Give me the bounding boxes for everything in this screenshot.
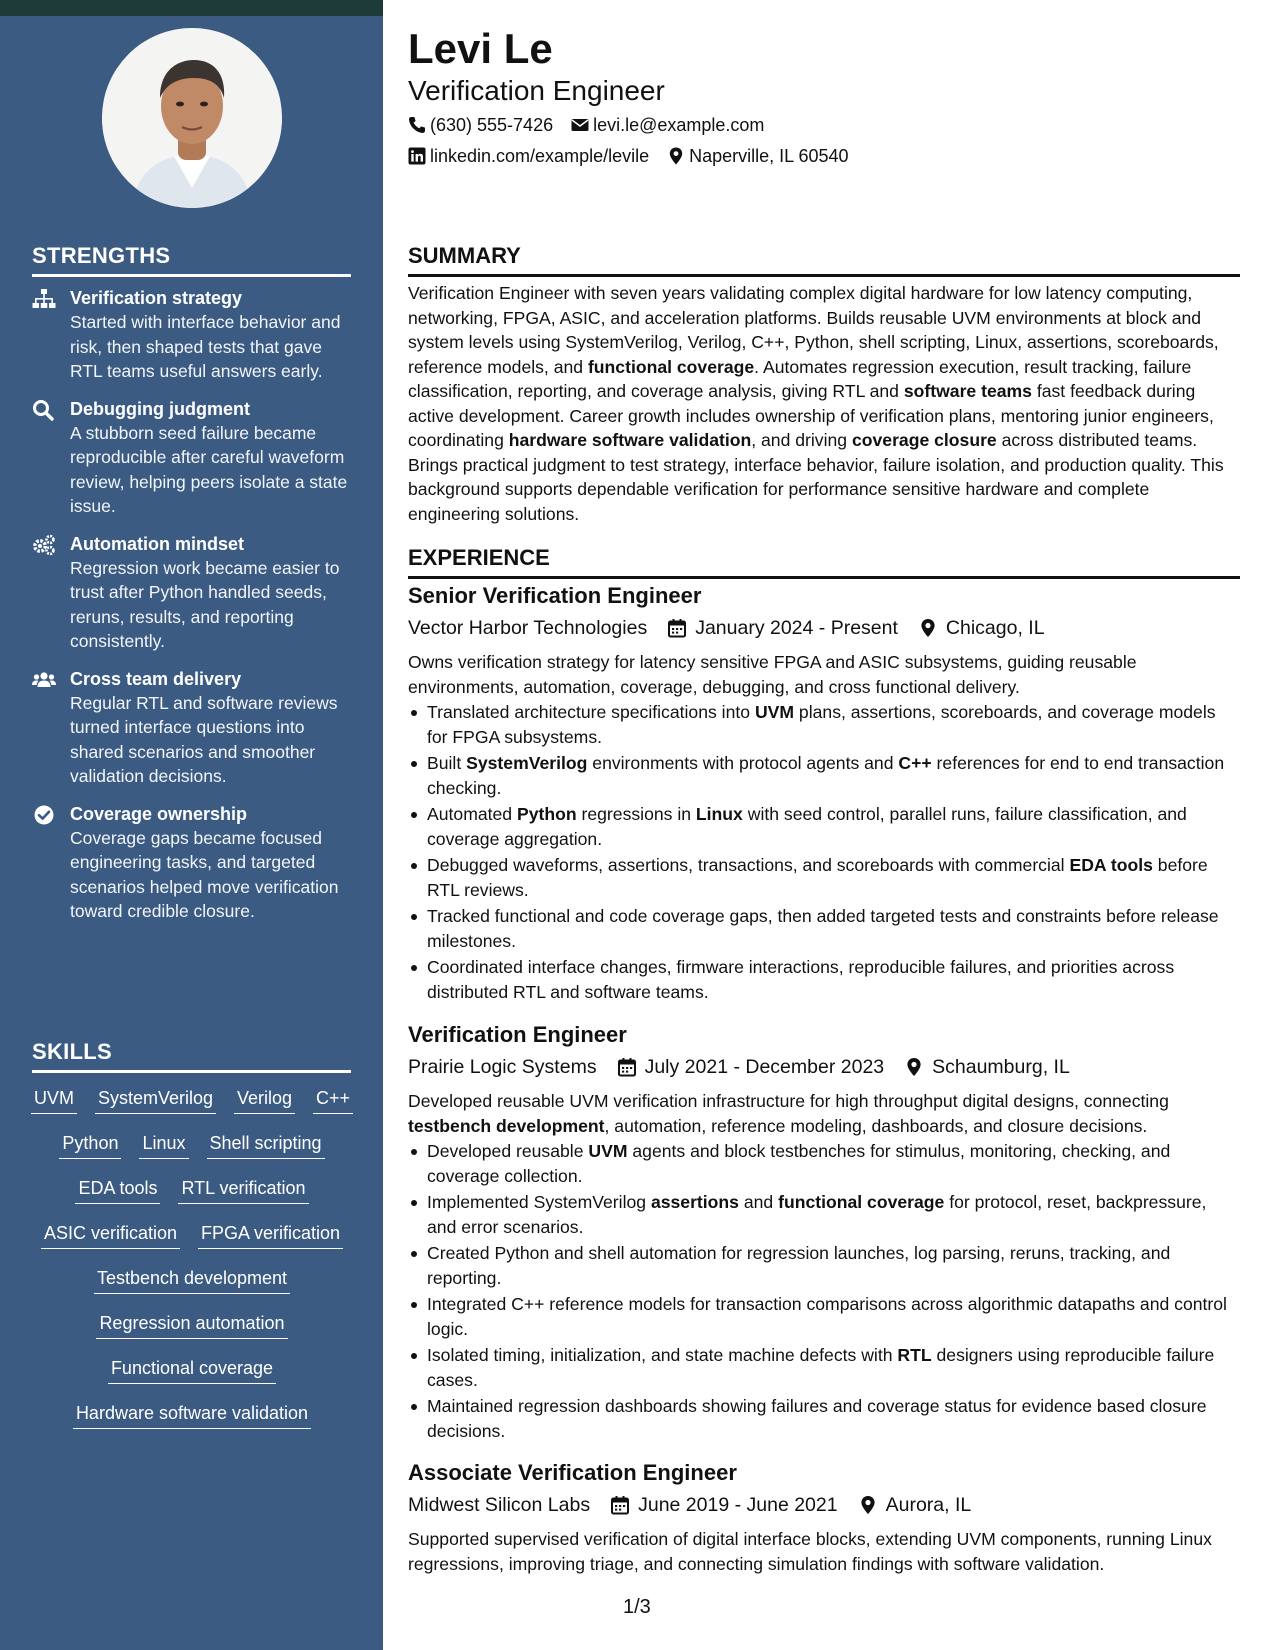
text-run: Debugged waveforms, assertions, transactions, and scoreboards with commercial <box>427 855 1070 875</box>
bold-text: assertions <box>650 1192 739 1212</box>
bullet-item <box>408 904 1240 953</box>
sidebar-top-bar <box>0 0 383 16</box>
contact-row <box>408 114 782 136</box>
bullet-item <box>408 1343 1240 1392</box>
text-run: Owns verification strategy for latency sensitive FPGA and ASIC subsystems, guiding reusable environments, automation, coverage, debugging, and cross functional delivery. <box>408 652 1137 697</box>
strength-item <box>32 286 352 384</box>
skill-tag: Hardware software validation <box>73 1401 311 1429</box>
calendar-icon <box>617 1057 637 1077</box>
text-run: Supported supervised verification of digital interface blocks, extending UVM components, running Linux regressions, improving triage, and connecting simulation findings with software validation. <box>408 1529 1212 1574</box>
skill-tag: EDA tools <box>75 1176 160 1204</box>
skill-row <box>32 1311 352 1356</box>
skill-row <box>32 1131 352 1176</box>
users-icon <box>32 667 70 789</box>
bold-text: Python <box>516 804 577 824</box>
bullet-item <box>408 1292 1240 1341</box>
strengths-list <box>32 286 352 937</box>
strength-title: Debugging judgment <box>70 398 250 419</box>
text-run: Developed reusable UVM verification infrastructure for high throughput digital designs, connecting <box>408 1091 1169 1111</box>
skills-list <box>32 1086 352 1446</box>
strengths-heading: STRENGTHS <box>32 243 351 277</box>
skill-row <box>32 1176 352 1221</box>
job-dates: January 2024 - Present <box>695 617 898 639</box>
job-company: Midwest Silicon Labs <box>408 1494 591 1516</box>
skill-row <box>32 1266 352 1311</box>
strength-description: Coverage gaps became focused engineering tasks, and targeted scenarios helped move verification toward credible closure. <box>70 827 339 921</box>
job-meta <box>408 615 1045 641</box>
skill-tag: Python <box>59 1131 121 1159</box>
skill-tag: Functional coverage <box>108 1356 276 1384</box>
phone-text: (630) 555-7426 <box>430 115 554 135</box>
map-marker-icon <box>904 1057 924 1077</box>
text-run: , and driving <box>751 430 852 450</box>
text-run: environments with protocol agents and <box>587 753 899 773</box>
bold-text: testbench development <box>408 1115 605 1136</box>
job-meta <box>408 1054 1070 1080</box>
gears-icon <box>32 532 70 654</box>
bullet-item <box>408 1139 1240 1188</box>
map-marker-icon <box>667 147 685 165</box>
job-title: Senior Verification Engineer <box>408 583 702 608</box>
bold-text: UVM <box>754 702 795 722</box>
contact-row <box>408 145 867 167</box>
bullet-item <box>408 802 1240 851</box>
skills-heading: SKILLS <box>32 1039 351 1073</box>
envelope-icon <box>571 116 589 134</box>
bullet-item <box>408 1394 1240 1443</box>
candidate-name: Levi Le <box>408 25 553 72</box>
bullet-item <box>408 1241 1240 1290</box>
skill-tag: ASIC verification <box>41 1221 180 1249</box>
bold-text: coverage closure <box>851 430 997 450</box>
strength-item <box>32 802 352 924</box>
candidate-role: Verification Engineer <box>408 75 665 106</box>
skill-tag: C++ <box>313 1086 353 1114</box>
bullet-item <box>408 700 1240 749</box>
strength-description: Regular RTL and software reviews turned interface questions into shared scenarios and smoother validation decisions. <box>70 692 338 786</box>
text-run: Verification Engineer with seven years validating complex digital hardware for low latency computing, networking, FPGA, ASIC, and acceleration platforms. Builds reusable UVM environments at block and system levels using SystemVerilog, Verilog, C++, Python, shell scripting, Linux, assertions, scoreboards, reference models, and <box>408 283 1219 377</box>
strength-title: Cross team delivery <box>70 668 242 689</box>
sitemap-icon <box>32 286 70 384</box>
skill-tag: FPGA verification <box>198 1221 343 1249</box>
experience-heading: EXPERIENCE <box>408 545 1240 579</box>
bold-text: EDA tools <box>1069 855 1153 875</box>
text-run: Built <box>427 753 467 773</box>
strength-item <box>32 532 352 654</box>
strength-title: Automation mindset <box>70 533 244 554</box>
text-run: , automation, reference modeling, dashboards, and closure decisions. <box>604 1115 1148 1136</box>
text-run: before RTL reviews. <box>427 855 1208 900</box>
text-run: plans, assertions, scoreboards, and coverage models for FPGA subsystems. <box>427 702 1216 747</box>
bullet-item <box>408 853 1240 902</box>
avatar-icon <box>102 28 282 208</box>
skill-row <box>32 1221 352 1266</box>
skill-row <box>32 1356 352 1401</box>
map-marker-icon <box>858 1495 878 1515</box>
skill-row <box>32 1086 352 1131</box>
job-location: Aurora, IL <box>885 1494 972 1516</box>
job-intro <box>408 1527 1240 1576</box>
job-dates: June 2019 - June 2021 <box>638 1494 838 1516</box>
calendar-icon <box>667 618 687 638</box>
text-run: fast feedback during active development. Career growth includes ownership of verification plans, mentoring junior engineers, coordinating <box>408 381 1214 450</box>
skill-tag: Shell scripting <box>207 1131 325 1159</box>
summary-text <box>408 281 1240 526</box>
bold-text: software teams <box>903 381 1032 401</box>
bold-text: hardware software validation <box>508 430 752 450</box>
job-meta <box>408 1492 971 1518</box>
skill-tag: Regression automation <box>96 1311 287 1339</box>
bold-text: C++ <box>898 753 932 773</box>
job-bullets <box>408 1139 1240 1445</box>
text-run: Integrated C++ reference models for transaction comparisons across algorithmic datapaths and control logic. <box>427 1294 1227 1339</box>
check-circle-icon <box>32 802 70 924</box>
sidebar <box>0 0 383 1650</box>
text-run: references for end to end transaction checking. <box>427 753 1225 798</box>
text-run: agents and block testbenches for stimulus, monitoring, checking, and coverage collection. <box>427 1141 1171 1186</box>
contact-location <box>667 145 848 167</box>
skill-row <box>32 1401 352 1446</box>
search-icon <box>32 397 70 519</box>
text-run: Coordinated interface changes, firmware interactions, reproducible failures, and priorities across distributed RTL and software teams. <box>427 957 1175 1002</box>
text-run: with seed control, parallel runs, failure classification, and coverage aggregation. <box>427 804 1187 849</box>
job-intro <box>408 1089 1240 1138</box>
map-marker-icon <box>918 618 938 638</box>
bullet-item <box>408 955 1240 1004</box>
contact-linkedin[interactable] <box>408 145 649 167</box>
text-run: and <box>738 1192 779 1212</box>
strength-item <box>32 397 352 519</box>
text-run: Maintained regression dashboards showing failures and coverage status for evidence based closure decisions. <box>427 1396 1207 1441</box>
text-run: for protocol, reset, backpressure, and error scenarios. <box>427 1192 1207 1237</box>
skill-tag: Testbench development <box>94 1266 290 1294</box>
bold-text: SystemVerilog <box>466 753 588 773</box>
skill-tag: Linux <box>139 1131 188 1159</box>
linkedin-text: linkedin.com/example/levile <box>430 146 650 166</box>
text-run: Tracked functional and code coverage gaps, then added targeted tests and constraints before release milestones. <box>427 906 1219 951</box>
job-company: Vector Harbor Technologies <box>408 617 648 639</box>
profile-photo <box>102 28 282 208</box>
job-title: Associate Verification Engineer <box>408 1460 737 1485</box>
job-location: Chicago, IL <box>945 617 1045 639</box>
text-run: designers using reproducible failure cases. <box>427 1345 1215 1390</box>
job-bullets <box>408 700 1240 1006</box>
skill-tag: UVM <box>31 1086 77 1114</box>
strength-title: Coverage ownership <box>70 803 248 824</box>
text-run: . Automates regression execution, result tracking, failure classification, reporting, and coverage analysis, giving RTL and <box>408 356 1192 401</box>
text-run: Automated <box>427 804 517 824</box>
text-run: Implemented SystemVerilog <box>427 1192 651 1212</box>
summary-heading: SUMMARY <box>408 243 1240 277</box>
bold-text: functional coverage <box>587 356 755 377</box>
contact-email[interactable] <box>571 114 764 136</box>
text-run: Isolated timing, initialization, and state machine defects with <box>427 1345 898 1365</box>
location-text: Naperville, IL 60540 <box>689 146 849 166</box>
text-run: Created Python and shell automation for regression launches, log parsing, reruns, tracking, and reporting. <box>427 1243 1171 1288</box>
contact-phone[interactable] <box>408 114 553 136</box>
job-intro <box>408 650 1240 699</box>
calendar-icon <box>610 1495 630 1515</box>
strength-description: Started with interface behavior and risk, then shaped tests that gave RTL teams useful answers early. <box>70 312 341 381</box>
skill-tag: SystemVerilog <box>95 1086 216 1114</box>
email-text: levi.le@example.com <box>593 115 765 135</box>
strength-item <box>32 667 352 789</box>
text-run: regressions in <box>576 804 696 824</box>
bold-text: functional coverage <box>778 1192 945 1212</box>
text-run: Developed reusable <box>427 1141 589 1161</box>
text-run: Translated architecture specifications into <box>427 702 755 722</box>
bold-text: Linux <box>695 804 743 824</box>
page-number: 1/3 <box>623 1596 651 1618</box>
bold-text: RTL <box>897 1345 932 1365</box>
job-dates: July 2021 - December 2023 <box>644 1056 885 1078</box>
phone-icon <box>408 116 426 134</box>
strength-title: Verification strategy <box>70 288 243 308</box>
bullet-item <box>408 751 1240 800</box>
bold-text: UVM <box>588 1141 628 1161</box>
job-company: Prairie Logic Systems <box>408 1056 597 1078</box>
strength-description: Regression work became easier to trust after Python handled seeds, reruns, results, and reporting consistently. <box>70 557 340 651</box>
job-location: Schaumburg, IL <box>932 1056 1070 1078</box>
job-title: Verification Engineer <box>408 1022 627 1047</box>
strength-description: A stubborn seed failure became reproducible after careful waveform review, helping peers isolate a state issue. <box>70 422 348 516</box>
skill-tag: RTL verification <box>178 1176 308 1204</box>
linkedin-icon <box>408 147 426 165</box>
text-run: across distributed teams. Brings practical judgment to test strategy, interface behavior, failure isolation, and production quality. This background supports dependable verification for performance sensitive hardware and complete engineering solutions. <box>408 430 1224 524</box>
skill-tag: Verilog <box>234 1086 295 1114</box>
bullet-item <box>408 1190 1240 1239</box>
